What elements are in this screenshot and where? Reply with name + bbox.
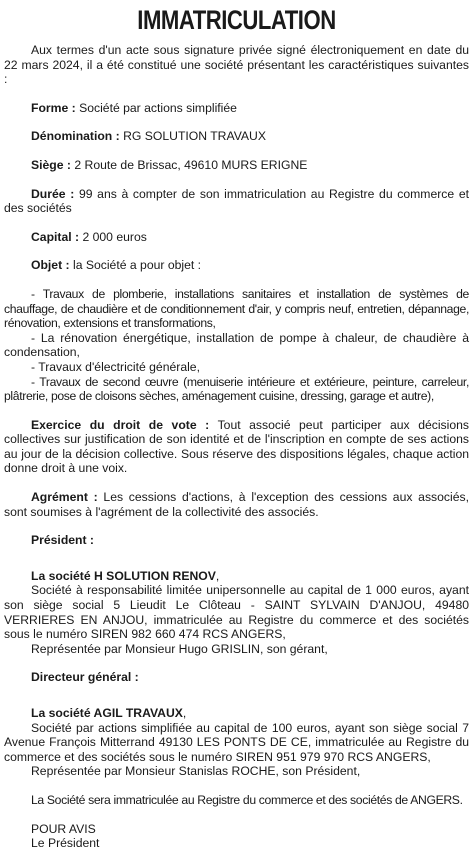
directeur-representative: Représentée par Monsieur Stanislas ROCHE, son Président, [31,764,361,779]
capital-value: 2 000 euros [79,229,147,244]
duree-value: 99 ans à compter de son immatriculation au Registre du commerce et des sociétés [4,186,469,216]
capital-label: Capital : [31,229,80,244]
vote-label: Exercice du droit de vote : [31,417,210,432]
forme-label: Forme : [31,100,76,115]
objet-item: - Travaux de plomberie, installations sanitaires et installation de systèmes de chauffage, de chaudière et de conditionnement d'air, y compris neuf, entretien, dépannage, rénovation, extensions et transformations, [4,286,469,331]
siege-value: 2 Route de Brissac, 49610 MURS ERIGNE [70,157,308,172]
objet-value: la Société a pour objet : [69,258,202,273]
capital-line [4,230,469,245]
objet-line [4,258,469,273]
intro-paragraph: Aux termes d'un acte sous signature privée signé électroniquement en date du 22 mars 2024, il a été constitué une société présentant les caractéristiques suivantes : [4,43,469,87]
directeur-company-suffix: , [182,706,187,720]
duree-line [4,187,469,216]
directeur-company [4,706,469,721]
president-representative: Représentée par Monsieur Hugo GRISLIN, son gérant, [31,641,328,656]
president-company-name: La société H SOLUTION RENOV [31,568,216,583]
president-company-suffix: , [215,568,220,583]
president-details: Société à responsabilité limitée unipersonnelle au capital de 1 000 euros, ayant son siège social 5 Lieudit Le Clôteau - SAINT SYLVAIN D'ANJOU, 49480 VERRIERES EN ANJOU, immatriculée au Registre du commerce et des sociétés sous le numéro SIREN 982 660 474 RCS ANGERS, [4,583,469,642]
directeur-details: Société par actions simplifiée au capital de 100 euros, ayant son siège social 7 Avenue François Mitterrand 49130 LES PONTS DE CE, immatriculée au Registre du commerce et des sociétés sous le numéro SIREN 951 979 970 RCS ANGERS, [4,720,469,764]
objet-item: - Travaux de second œuvre (menuiserie intérieure et extérieure, peinture, carreleur, plâtrerie, pose de cloisons sèches, aménagement cuisine, dressing, garage et autre), [4,374,469,404]
directeur-heading [4,670,469,685]
forme-value: Société par actions simplifiée [75,100,237,115]
siege-label: Siège : [31,157,71,172]
objet-label: Objet : [31,258,70,273]
closing-line: La Société sera immatriculée au Registre du commerce et des sociétés de ANGERS. [31,792,463,807]
forme-line [4,101,469,116]
directeur-company-name: La société AGIL TRAVAUX [31,706,183,720]
president-heading [4,533,469,548]
directeur-heading-text: Directeur général : [31,670,139,685]
agrement-value: Les cessions d'actions, à l'exception des cessions aux associés, sont soumises à l'agrément de la collectivité des associés. [4,490,469,519]
president-company [4,569,469,584]
president-heading-text: Président : [31,533,94,548]
vote-value: Tout associé peut participer aux décisions collectives sur justification de son identité et de l'inscription en compte de ses actions au jour de la décision collective. Sous réserve des dispositions légales, chaque action donne droit à une voix. [4,417,469,476]
objet-item: - La rénovation énergétique, installation de pompe à chaleur, de chaudière à condensation, [4,330,469,360]
notice-title: IMMATRICULATION [137,5,336,35]
denomination-line [4,129,469,144]
siege-line [4,158,469,173]
agrement-paragraph [4,490,469,519]
denomination-label: Dénomination : [31,129,120,144]
objet-item: - Travaux d'électricité générale, [31,359,200,374]
duree-label: Durée : [31,186,75,201]
signature-line-2: Le Président [31,836,100,851]
vote-paragraph [4,418,469,476]
denomination-value: RG SOLUTION TRAVAUX [119,129,266,144]
agrement-label: Agrément : [31,490,98,505]
signature-line-1: POUR AVIS [31,821,96,836]
